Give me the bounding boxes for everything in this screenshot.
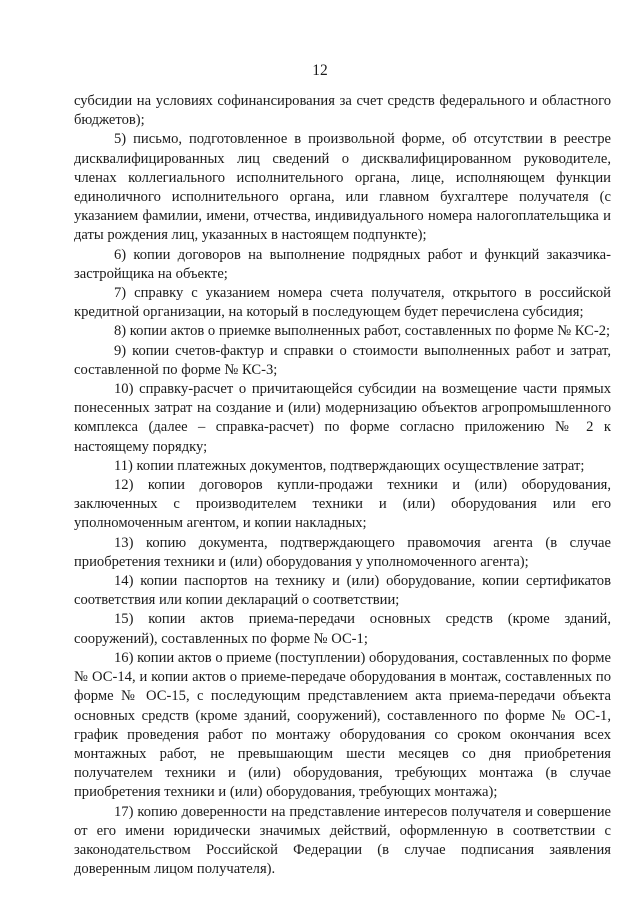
list-item-16: 16) копии актов о приеме (поступлении) оборудования, составленных по форме № ОС-14, и копии актов о приеме-передаче оборудования в монтаж, составленных по форме № ОС-15, с последующим представлением акта приема-передачи объекта основных средств (кроме зданий, сооружений), составленного по форме № ОС-1, график проведения работ по монтажу оборудования со сроком окончания всех монтажных работ, не превышающим шести месяцев со дня приобретения получателем техники и (или) оборудования, требующих монтажа (в случае приобретения техники и (или) оборудования, требующих монтажа); (74, 649, 611, 801)
page-number: 12 (312, 62, 328, 79)
list-item-14: 14) копии паспортов на технику и (или) оборудование, копии сертификатов соответствия или копии деклараций о соответствии; (74, 573, 611, 609)
list-item-13: 13) копию документа, подтверждающего правомочия агента (в случае приобретения техники и (или) оборудования у уполномоченного агента); (74, 534, 611, 570)
list-item-8: 8) копии актов о приемке выполненных работ, составленных по форме № КС-2; (114, 323, 611, 340)
list-item-15: 15) копии актов приема-передачи основных средств (кроме зданий, сооружений), составленных по форме № ОС-1; (74, 611, 611, 647)
list-item-17: 17) копию доверенности на представление интересов получателя и совершение от его имени юридически значимых действий, оформленную в соответствии с законодательством Российской Федерации (в случае подписания заявления доверенным лицом получателя). (74, 803, 611, 878)
document-body (74, 92, 611, 879)
list-item-9: 9) копии счетов-фактур и справки о стоимости выполненных работ и затрат, составленной по форме № КС-3; (74, 342, 611, 378)
list-item-10: 10) справку-расчет о причитающейся субсидии на возмещение части прямых понесенных затрат на создание и (или) модернизацию объектов агропромышленного комплекса (далее – справка-расчет) по форме согласно приложению № 2 к настоящему порядку; (74, 381, 611, 455)
list-item-5: 5) письмо, подготовленное в произвольной форме, об отсутствии в реестре дисквалифицированных лиц сведений о дисквалифицированном руководителе, членах коллегиального исполнительного органа, лице, исполняющем функции единоличного исполнительного органа, или главном бухгалтере получателя (с указанием фамилии, имени, отчества, индивидуального номера налогоплательщика и даты рождения лиц, указанных в настоящем подпункте); (74, 131, 611, 244)
list-item-12: 12) копии договоров купли-продажи техники и (или) оборудования, заключенных с производителем техники и (или) оборудования или его уполномоченным агентом, и копии накладных; (74, 477, 611, 532)
list-item-7: 7) справку с указанием номера счета получателя, открытого в российской кредитной организации, на который в последующем будет перечислена субсидия; (74, 285, 611, 321)
list-item-11: 11) копии платежных документов, подтверждающих осуществление затрат; (114, 457, 585, 474)
list-item-6: 6) копии договоров на выполнение подрядных работ и функций заказчика-застройщика на объекте; (74, 246, 611, 282)
paragraph-continuation: субсидии на условиях софинансирования за счет средств федерального и областного бюджетов); (74, 93, 611, 129)
